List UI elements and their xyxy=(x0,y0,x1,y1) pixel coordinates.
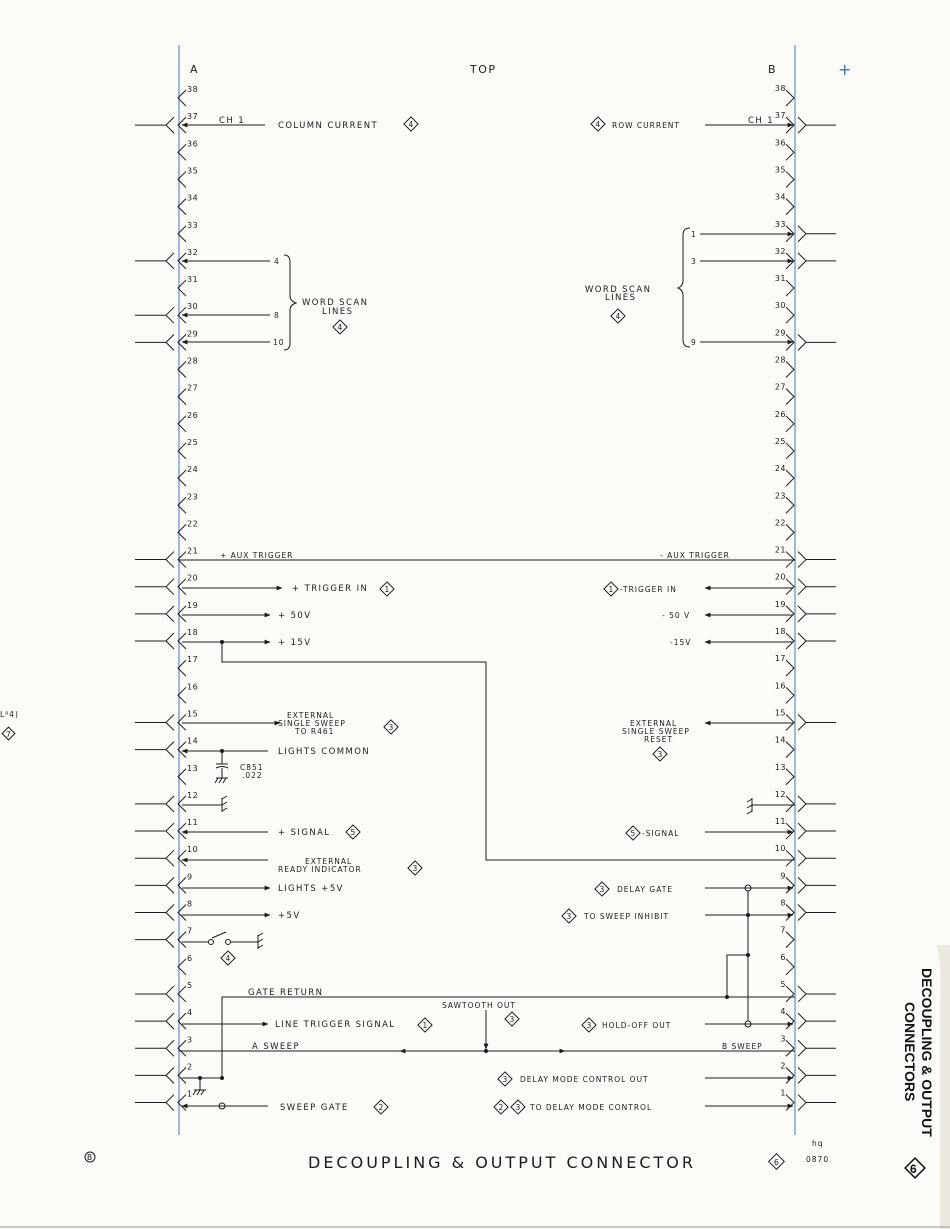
svg-text:3: 3 xyxy=(515,1103,522,1112)
pin-contact-right xyxy=(786,633,794,649)
diamond-1-trigger-minus xyxy=(604,582,618,596)
pin-number-right: 4 xyxy=(780,1007,786,1017)
pin-contact-right xyxy=(786,905,794,921)
pin-number-right: 16 xyxy=(774,681,786,691)
diamond-2-sweep-gate xyxy=(374,1100,388,1114)
svg-text:3: 3 xyxy=(657,750,664,759)
pin-number-right: 27 xyxy=(774,382,786,392)
external-wire-right xyxy=(798,1067,836,1083)
external-wire-left xyxy=(135,850,174,866)
pin-number-left: 34 xyxy=(187,193,199,203)
pin-number-right: 29 xyxy=(774,328,786,338)
pin-number-left: 28 xyxy=(187,356,199,366)
pin-contact-right xyxy=(786,497,794,513)
pin-number-left: 31 xyxy=(187,275,199,285)
pin-number-left: 6 xyxy=(187,953,193,963)
pin-number-left: 21 xyxy=(187,546,199,556)
diamond-4-row xyxy=(591,117,605,131)
pin-number-left: 17 xyxy=(187,655,199,665)
word-scan-4-label: 4 xyxy=(274,257,280,266)
svg-text:7: 7 xyxy=(6,730,12,739)
left-ch1-label: CH 1 xyxy=(219,116,246,126)
external-wire-left xyxy=(135,823,174,839)
ext-reset-2: SINGLE SWEEP xyxy=(622,727,690,736)
pin-number-left: 29 xyxy=(187,329,199,339)
pin-number-right: 35 xyxy=(774,165,786,175)
svg-text:2: 2 xyxy=(498,1103,505,1112)
diamond-1-line-trigger xyxy=(418,1018,432,1032)
svg-text:5: 5 xyxy=(630,829,637,838)
external-wire-right xyxy=(798,1013,836,1029)
diamond-5-signal xyxy=(346,825,360,839)
pin-contact-right xyxy=(786,280,794,296)
external-wire-left xyxy=(135,552,174,568)
pin-number-right: 21 xyxy=(774,545,786,555)
pin-contact-right xyxy=(786,579,794,595)
column-a-header: A xyxy=(190,63,200,76)
external-wire-left xyxy=(135,986,174,1002)
pin-contact-right xyxy=(786,199,794,215)
pin-contact-right xyxy=(786,687,794,703)
external-wire-right xyxy=(798,1040,836,1056)
pin-contact-right xyxy=(786,470,794,486)
diamond-4-column xyxy=(404,117,418,131)
pin-number-right: 12 xyxy=(774,789,786,799)
pin-contact-right xyxy=(786,714,794,730)
pin-contact-right xyxy=(786,823,794,839)
pin-contact-right xyxy=(786,986,794,1002)
plus-signal-label: + SIGNAL xyxy=(278,828,331,838)
external-wire-right xyxy=(798,714,836,730)
svg-text:6: 6 xyxy=(774,1158,780,1167)
right-word-scan-label-1: WORD SCAN xyxy=(585,285,652,295)
ext-single-sweep-2: SINGLE SWEEP xyxy=(278,719,346,728)
pin-number-left: 30 xyxy=(187,302,199,312)
diamond-3-sawtooth xyxy=(505,1012,519,1026)
pin-number-right: 38 xyxy=(774,84,786,93)
pin-contact-right xyxy=(786,171,794,187)
row-current-label: ROW CURRENT xyxy=(612,121,680,130)
svg-text:4: 4 xyxy=(225,954,232,963)
pin-number-right: 2 xyxy=(780,1061,786,1071)
external-wire-right xyxy=(798,1095,836,1111)
pin-number-right: 25 xyxy=(774,436,786,446)
external-wire-left xyxy=(135,606,174,622)
sweep-inhibit-label: TO SWEEP INHIBIT xyxy=(584,912,670,921)
pin-number-right: 32 xyxy=(774,246,786,256)
pin-number-left: 19 xyxy=(187,600,199,610)
svg-text:6: 6 xyxy=(910,1162,917,1176)
word-scan-10-label: 10 xyxy=(273,338,285,347)
pin-contact-right xyxy=(786,144,794,160)
external-wire-right xyxy=(798,606,836,622)
diamond-3-delay-gate xyxy=(595,882,609,896)
pin-number-left: 7 xyxy=(187,926,193,936)
external-wire-right xyxy=(798,986,836,1002)
pin-number-left: 15 xyxy=(187,709,199,719)
gate-return-label: GATE RETURN xyxy=(248,988,324,998)
line-trigger-label: LINE TRIGGER SIGNAL xyxy=(275,1020,396,1030)
pin-contact-right xyxy=(786,1095,794,1111)
diamond-3-delay-mode-out xyxy=(498,1072,512,1086)
diamond-3-reset xyxy=(653,747,667,761)
external-wire-right xyxy=(798,226,836,242)
right-pin-column xyxy=(775,84,836,1111)
external-wire-left xyxy=(135,1040,174,1056)
svg-text:4: 4 xyxy=(595,120,602,129)
external-wire-left xyxy=(135,1095,174,1111)
c851-label: C851 xyxy=(240,763,264,772)
pin-contact-right xyxy=(786,850,794,866)
pin-number-right: 5 xyxy=(780,979,786,989)
right-wiring xyxy=(678,125,795,1106)
pin-contact-right xyxy=(786,1013,794,1029)
word-scan-3-label: 3 xyxy=(691,257,697,266)
pin-number-left: 36 xyxy=(187,139,199,149)
a-sweep-label: A SWEEP xyxy=(252,1042,300,1052)
svg-text:1: 1 xyxy=(422,1021,429,1030)
pin-number-left: 22 xyxy=(187,519,199,529)
pin-contact-right xyxy=(786,742,794,758)
ext-reset-1: EXTERNAL xyxy=(630,719,678,728)
external-wire-left xyxy=(135,932,174,948)
diamond-1-trigger xyxy=(380,582,394,596)
pin-number-right: 18 xyxy=(774,627,786,636)
svg-text:3: 3 xyxy=(566,912,573,921)
edge-mark-l4: L⁸4) xyxy=(0,710,19,719)
pin-number-left: 2 xyxy=(187,1062,193,1072)
diamond-3-ext-single xyxy=(384,720,398,734)
external-wire-right xyxy=(798,334,836,350)
external-wire-left xyxy=(135,307,174,323)
pin-number-left: 10 xyxy=(187,845,199,855)
hold-off-out-label: HOLD-OFF OUT xyxy=(602,1021,672,1030)
pin-contact-right xyxy=(786,416,794,432)
external-wire-right xyxy=(798,796,836,812)
external-wire-left xyxy=(135,117,174,133)
pin-number-right: 7 xyxy=(780,925,786,935)
pin-contact-right xyxy=(786,932,794,948)
lights-5v-label: LIGHTS +5V xyxy=(278,884,344,894)
top-header: TOP xyxy=(470,63,497,76)
pin-contact-right xyxy=(786,90,794,106)
pin-number-left: 26 xyxy=(187,410,199,420)
edge-diamond-7 xyxy=(2,727,15,740)
pin-contact-right xyxy=(786,606,794,622)
left-word-scan-label-2: LINES xyxy=(322,307,354,317)
pin-number-right: 10 xyxy=(774,844,786,854)
tab-line-1: DECOUPLING & OUTPUT xyxy=(919,968,935,1137)
plus-50v-label: + 50V xyxy=(278,611,312,621)
page-title: DECOUPLING & OUTPUT CONNECTOR xyxy=(308,1153,696,1172)
left-wiring xyxy=(179,125,795,1109)
pin-number-right: 24 xyxy=(774,464,786,474)
aux-trigger-plus-label: + AUX TRIGGER xyxy=(220,551,294,560)
b-sweep-label: B SWEEP xyxy=(722,1042,763,1051)
svg-text:3: 3 xyxy=(388,723,395,732)
trigger-in-minus-label: -TRIGGER IN xyxy=(620,585,677,594)
pin-number-left: 5 xyxy=(187,980,193,990)
external-wire-right xyxy=(798,877,836,893)
external-wire-right xyxy=(798,823,836,839)
pin-number-left: 35 xyxy=(187,166,199,176)
word-scan-8-label: 8 xyxy=(274,311,280,320)
lights-common-label: LIGHTS COMMON xyxy=(278,747,371,757)
pin-number-left: 13 xyxy=(187,763,199,773)
pin-number-right: 13 xyxy=(774,762,786,772)
external-wire-right xyxy=(798,850,836,866)
diamond-5-signal-minus xyxy=(626,826,640,840)
ext-single-sweep-1: EXTERNAL xyxy=(287,711,335,720)
svg-text:3: 3 xyxy=(502,1075,509,1084)
registration-cross: + xyxy=(838,60,852,79)
diamond-2-delay-mode xyxy=(494,1100,508,1114)
external-wire-left xyxy=(135,742,174,758)
column-current-label: COLUMN CURRENT xyxy=(278,121,379,131)
tab-line-2: CONNECTORS xyxy=(902,1002,918,1102)
svg-text:1: 1 xyxy=(608,585,615,594)
diamond-3-delay-mode xyxy=(511,1100,525,1114)
aux-trigger-minus-label: - AUX TRIGGER xyxy=(660,551,730,560)
diamond-4-right-word-scan xyxy=(611,309,625,323)
minus-50v-label: - 50 V xyxy=(662,611,691,620)
pin-number-right: 31 xyxy=(774,274,786,284)
pin-number-right: 1 xyxy=(780,1088,786,1098)
ext-ready-1: EXTERNAL xyxy=(305,857,353,866)
external-wire-right xyxy=(798,253,836,269)
svg-text:3: 3 xyxy=(509,1015,516,1024)
pin-contact-right xyxy=(786,796,794,812)
svg-text:4: 4 xyxy=(337,323,344,332)
pin-number-left: 37 xyxy=(187,112,199,122)
svg-text:3: 3 xyxy=(599,885,606,894)
plus-5v-label: +5V xyxy=(278,911,301,921)
pin-number-left: 14 xyxy=(187,736,199,746)
pin-number-right: 33 xyxy=(774,219,786,229)
external-wire-left xyxy=(135,877,174,893)
diamond-4-switch xyxy=(221,951,235,965)
left-pin-column xyxy=(135,85,198,1111)
pin-number-left: 24 xyxy=(187,465,199,475)
pin-contact-right xyxy=(786,959,794,975)
pin-number-left: 8 xyxy=(187,899,193,909)
pin-contact-right xyxy=(786,1067,794,1083)
pin-contact-right xyxy=(786,769,794,785)
pin-number-left: 12 xyxy=(187,790,199,800)
external-wire-left xyxy=(135,796,174,812)
pin-number-right: 3 xyxy=(780,1034,786,1044)
pin-number-left: 32 xyxy=(187,247,199,257)
pin-number-right: 8 xyxy=(780,898,786,908)
right-ch1-label: CH 1 xyxy=(748,116,775,126)
pin-number-right: 20 xyxy=(774,572,786,582)
pin-number-left: 4 xyxy=(187,1008,193,1018)
pin-contact-right xyxy=(786,877,794,893)
pin-number-right: 9 xyxy=(780,871,786,881)
delay-mode-out-label: DELAY MODE CONTROL OUT xyxy=(520,1075,649,1084)
external-wire-left xyxy=(135,334,174,350)
pin-number-left: 16 xyxy=(187,682,199,692)
pin-number-left: 3 xyxy=(187,1035,193,1045)
pin-number-left: 25 xyxy=(187,437,199,447)
left-word-scan-label-1: WORD SCAN xyxy=(302,298,369,308)
to-delay-mode-label: TO DELAY MODE CONTROL xyxy=(530,1103,653,1112)
pin-contact-right xyxy=(786,389,794,405)
external-wire-left xyxy=(135,1067,174,1083)
diamond-6-title xyxy=(769,1154,785,1170)
b-mark: B xyxy=(87,1153,94,1162)
external-wire-right xyxy=(798,579,836,595)
pin-number-right: 30 xyxy=(774,301,786,311)
pin-number-right: 26 xyxy=(774,409,786,419)
pin-number-right: 6 xyxy=(780,952,786,962)
pin-number-left: 1 xyxy=(187,1089,193,1099)
diamond-4-left-word-scan xyxy=(333,320,347,334)
pin-contact-right xyxy=(786,524,794,540)
external-wire-right xyxy=(798,117,836,133)
initials: hq xyxy=(812,1139,824,1148)
pin-contact-right xyxy=(786,660,794,676)
pin-number-left: 33 xyxy=(187,220,199,230)
pin-number-left: 23 xyxy=(187,492,199,502)
pin-number-left: 27 xyxy=(187,383,199,393)
pin-contact-right xyxy=(786,443,794,459)
minus-15v-label: -15V xyxy=(670,638,692,647)
diamond-3-ready xyxy=(408,861,422,875)
pin-number-left: 9 xyxy=(187,872,193,882)
date-code: 0870 xyxy=(806,1155,830,1164)
minus-signal-label: -SIGNAL xyxy=(642,829,680,838)
diamond-3-sweep-inhibit xyxy=(562,909,576,923)
pin-number-right: 15 xyxy=(774,708,786,718)
external-wire-left xyxy=(135,633,174,649)
pin-number-right: 28 xyxy=(774,355,786,365)
external-wire-left xyxy=(135,714,174,730)
svg-text:5: 5 xyxy=(350,828,357,837)
word-scan-1-label: 1 xyxy=(691,230,697,239)
external-wire-right xyxy=(798,552,836,568)
external-wire-left xyxy=(135,1013,174,1029)
pin-number-right: 19 xyxy=(774,599,786,609)
word-scan-9-label: 9 xyxy=(691,338,697,347)
pin-number-right: 37 xyxy=(774,111,786,121)
pin-number-left: 38 xyxy=(187,85,199,94)
external-wire-left xyxy=(135,579,174,595)
trigger-in-plus-label: + TRIGGER IN xyxy=(292,584,369,594)
external-wire-right xyxy=(798,905,836,921)
sawtooth-out-label: SAWTOOTH OUT xyxy=(442,1001,517,1010)
ext-single-sweep-3: TO R461 xyxy=(295,727,335,736)
external-wire-left xyxy=(135,905,174,921)
pin-number-left: 11 xyxy=(187,818,199,828)
sweep-gate-label: SWEEP GATE xyxy=(280,1103,349,1113)
pin-number-right: 14 xyxy=(774,735,786,745)
column-b-header: B xyxy=(768,63,778,76)
pin-number-right: 17 xyxy=(774,654,786,664)
pin-number-right: 22 xyxy=(774,518,786,528)
delay-gate-label: DELAY GATE xyxy=(617,885,674,894)
pin-number-left: 20 xyxy=(187,573,199,583)
svg-text:4: 4 xyxy=(615,312,622,321)
svg-text:3: 3 xyxy=(412,864,419,873)
pin-contact-right xyxy=(786,1040,794,1056)
svg-text:2: 2 xyxy=(378,1103,385,1112)
tab-edge xyxy=(936,945,950,1229)
external-wire-left xyxy=(135,253,174,269)
tab-diamond-6 xyxy=(905,1158,925,1178)
pin-contact-right xyxy=(786,362,794,378)
svg-text:1: 1 xyxy=(384,585,391,594)
svg-text:3: 3 xyxy=(586,1021,593,1030)
plus-15v-label: + 15V xyxy=(278,638,312,648)
ext-reset-3: RESET xyxy=(644,735,674,744)
ext-ready-2: READY INDICATOR xyxy=(278,865,362,874)
pin-contact-right xyxy=(786,307,794,323)
external-wire-right xyxy=(798,633,836,649)
right-word-scan-label-2: LINES xyxy=(605,293,637,303)
diamond-3-hold-off xyxy=(582,1018,596,1032)
pin-number-right: 23 xyxy=(774,491,786,501)
c851-value-label: .022 xyxy=(242,771,263,780)
pin-number-right: 34 xyxy=(774,192,786,202)
pin-number-right: 36 xyxy=(774,138,786,148)
pin-number-left: 18 xyxy=(187,628,199,637)
svg-text:4: 4 xyxy=(408,120,415,129)
pin-number-right: 11 xyxy=(774,817,786,827)
